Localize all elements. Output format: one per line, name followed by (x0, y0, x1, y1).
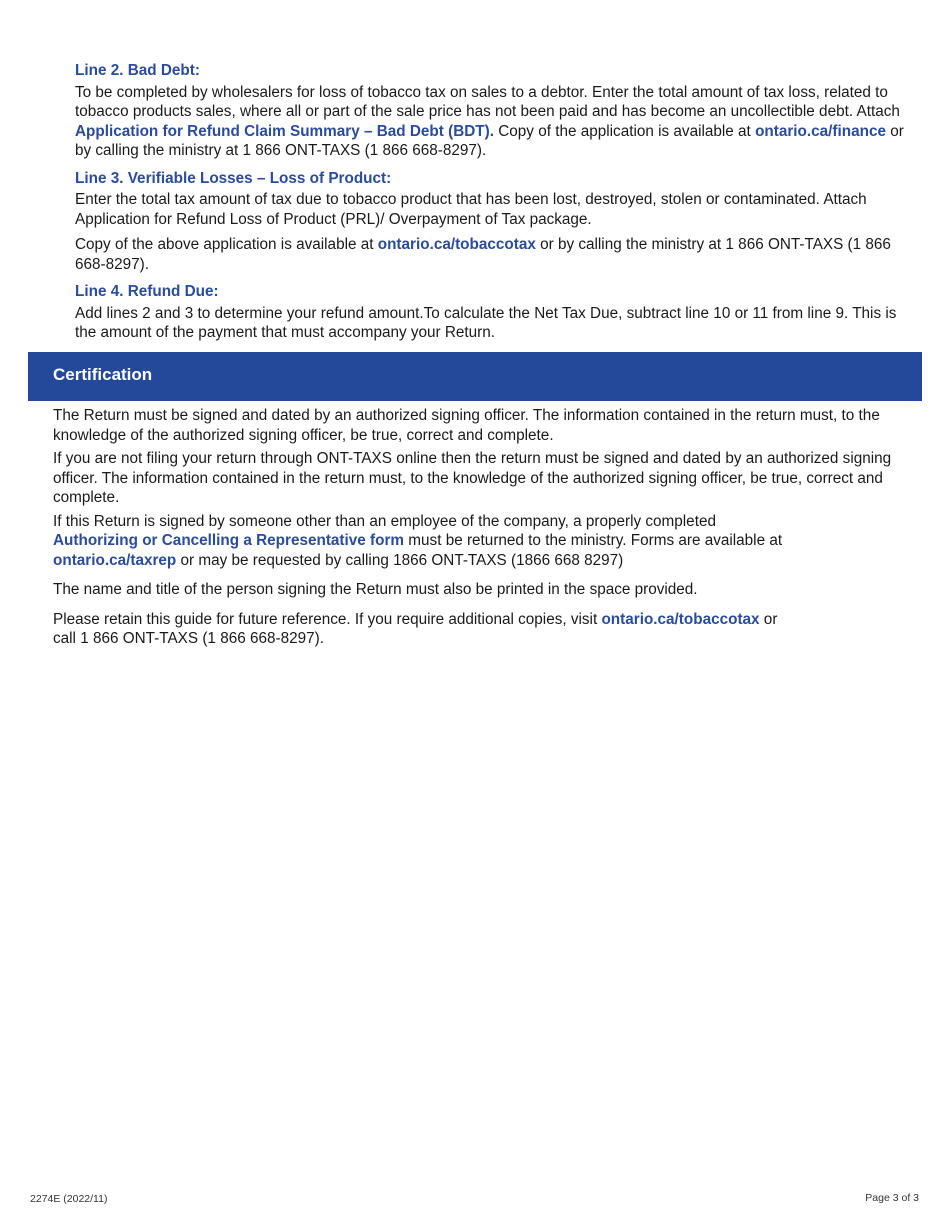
line-2-section (75, 61, 905, 161)
ontario-finance-link[interactable]: ontario.ca/finance (755, 122, 886, 140)
line-2-text-c: or by calling the ministry at 1 866 ONT-TAXS (1 866 668-8297). (75, 122, 904, 159)
form-code: 2274E (2022/11) (30, 1193, 108, 1205)
cert-para-3-b: must be returned to the ministry. Forms are available at (404, 532, 783, 549)
cert-para-2: If you are not filing your return through ONT-TAXS online then the return must be signed and dated by an authorized signing officer. The information contained in the return must, to the knowledge of the authorized signing officer, be true, correct and complete. (53, 450, 892, 506)
line-instructions (75, 61, 905, 351)
bdt-application-link[interactable]: Application for Refund Claim Summary – Bad Debt (BDT). (75, 122, 494, 140)
page-number: Page 3 of 3 (865, 1192, 919, 1204)
line-3-para-2 (75, 235, 905, 274)
line-4-heading: Line 4. Refund Due: (75, 283, 219, 300)
line-3-text-a: Copy of the above application is available at (75, 236, 378, 253)
cert-para-3 (53, 512, 903, 571)
cert-para-3-c: or may be requested by calling 1866 ONT-TAXS (1866 668 8297) (176, 551, 624, 569)
cert-para-5-b: or (759, 610, 778, 628)
line-3-section (75, 169, 905, 275)
line-2-text-b: Copy of the application is available at (494, 122, 756, 140)
ontario-taxrep-link[interactable]: ontario.ca/taxrep (53, 551, 177, 569)
cert-para-5-a: Please retain this guide for future reference. If you require additional copies, visit (53, 610, 602, 628)
certification-banner: Certification (28, 352, 922, 401)
line-2-text-a: To be completed by wholesalers for loss of tobacco tax on sales to a debtor. Enter the total amount of tax loss, related to tobacco products sales, where all or part of the sale price has not been paid and has become an uncollectible debt. Attach (75, 83, 900, 120)
cert-para-1: The Return must be signed and dated by an authorized signing officer. The information contained in the return must, to the knowledge of the authorized signing officer, be true, correct and complete. (53, 407, 880, 444)
line-2-heading: Line 2. Bad Debt: (75, 62, 200, 79)
line-3-text-b: or by calling the ministry at 1 866 ONT-TAXS (1 866 668-8297). (75, 236, 891, 273)
line-4-para: Add lines 2 and 3 to determine your refund amount.To calculate the Net Tax Due, subtract line 10 or 11 from line 9. This is the amount of the payment that must accompany your Return. (75, 304, 897, 341)
cert-para-5 (53, 610, 903, 649)
cert-para-4: The name and title of the person signing the Return must also be printed in the space provided. (53, 581, 698, 598)
ontario-tobaccotax-link-2[interactable]: ontario.ca/tobaccotax (601, 610, 760, 628)
line-3-para-1: Enter the total tax amount of tax due to tobacco product that has been lost, destroyed, stolen or contaminated. Attach Application for Refund Loss of Product (PRL)/ Overpayment of Tax package. (75, 191, 867, 228)
line-3-heading: Line 3. Verifiable Losses – Loss of Product: (75, 169, 392, 187)
line-4-section (75, 282, 905, 343)
ontario-tobaccotax-link[interactable]: ontario.ca/tobaccotax (377, 236, 536, 253)
cert-para-3-a: If this Return is signed by someone other than an employee of the company, a properly completed (53, 512, 716, 530)
representative-form-link[interactable]: Authorizing or Cancelling a Representative form (53, 532, 405, 549)
cert-para-5-c: call 1 866 ONT-TAXS (1 866 668-8297). (53, 630, 324, 647)
certification-section (53, 406, 903, 653)
line-2-text (75, 83, 905, 161)
